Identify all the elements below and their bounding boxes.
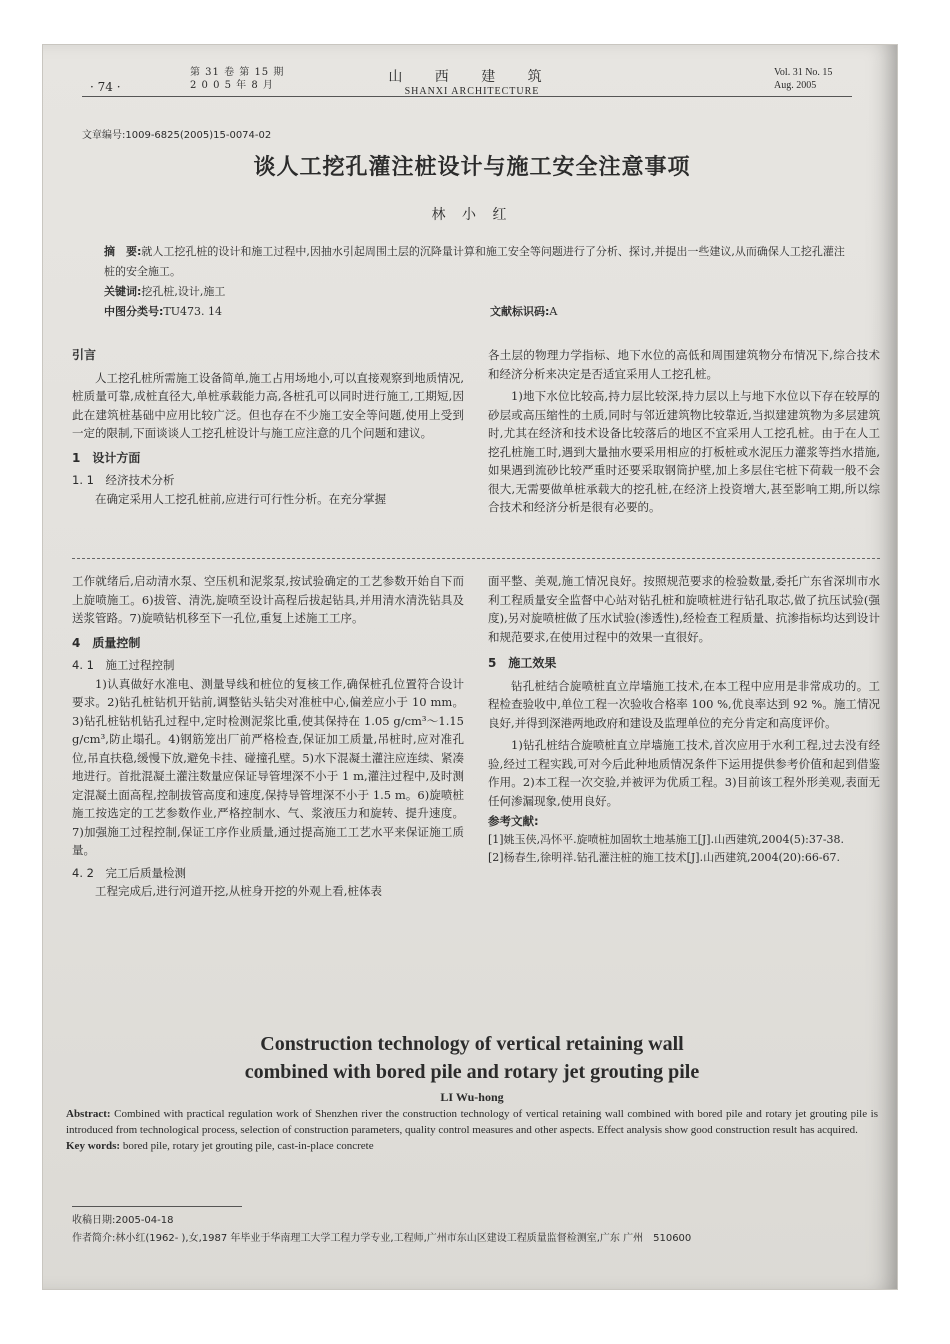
keywords-text: 挖孔桩,设计,施工 xyxy=(141,285,226,298)
upper-right-column xyxy=(488,346,880,517)
english-abstract-text: Combined with practical regulation work of Shenzhen river the construction technology of vertical retaining wall combined with bored pile and rotary jet grouting pile is introduced from technological process, selection of construction parameters, quality control measures and other aspects. Effect analysis show good construction result has acquired. xyxy=(66,1108,879,1136)
footnote-rule xyxy=(72,1206,242,1207)
intro-heading: 引言 xyxy=(72,348,97,362)
section-4-1-paragraph: 1)认真做好水准电、测量导线和桩位的复核工作,确保桩孔位置符合设计要求。2)钻孔桩钻机开钻前,调整钻头钻尖对准桩中心,偏差应小于 10 mm。3)钻孔桩钻机钻孔过程中,定时检测泥浆比重,使其保持在 1.05 g/cm³～1.15 g/cm³,防止塌孔。4)钢筋笼出厂前严格检查,保证加工质量,吊桩时,应对准孔位,吊直扶稳,缓慢下放,避免卡挂、碰撞孔壁。5)水下混凝土灌注应连续、紧凑地进行。首批混凝土灌注数量应保证导管埋深不小于 1 m,灌注过程中,及时测定混凝土面高程,控制拔管高度和速度,保持导管埋深不小于 1.5 m。6)旋喷桩施工按选定的工艺参数作业,严格控制水、气、浆液压力和旋转、提升速度。7)加强施工过程控制,保证工序作业质量,通过提高施工工艺水平来保证施工质量。 xyxy=(72,676,464,857)
doc-code-label: 文献标识码: xyxy=(490,305,550,318)
right-paragraph-2: 1)地下水位比较高,持力层比较深,持力层以上与地下水位以下存在较厚的砂层或高压缩性的土质,同时与邻近建筑物比较靠近,当拟建建筑物为多层建筑时,尤其在经济和技术设备比较落后的地区不宜采用人工挖孔桩。由于在人工挖孔桩施工时,遇到大量抽水要采用相应的打板桩或水泥压力灌浆等挡水措施,如果遇到流砂比较严重时还要采取钢筒护壁,加上多层住宅桩下荷载一般不会很大,无需要做单桩承载大的挖孔桩,在经济上投资增大,甚至影响工期,所以综合技术和经济分析是很有必要的。 xyxy=(488,389,880,514)
clc-code: TU473. 14 xyxy=(163,305,222,318)
english-author: LI Wu-hong xyxy=(440,1090,504,1104)
volume-en-line-1: Vol. 31 No. 15 xyxy=(774,67,833,78)
english-keywords xyxy=(66,1138,878,1154)
section-4-heading: 4 质量控制 xyxy=(72,635,141,650)
section-1-heading: 1 设计方面 xyxy=(72,450,141,465)
keywords-label: 关键词: xyxy=(104,285,142,298)
reference-2: [2]杨春生,徐明祥.钻孔灌注桩的施工技术[J].山西建筑,2004(20):66-67. xyxy=(488,850,841,864)
volume-info-en xyxy=(774,66,832,92)
english-keywords-label: Key words: xyxy=(66,1140,121,1152)
section-1-1-paragraph: 在确定采用人工挖孔桩前,应进行可行性分析。在充分掌握 xyxy=(95,491,387,506)
author-bio: 作者简介:林小红(1962- ),女,1987 年毕业于华南理工大学工程力学专业,工程师,广州市东山区建设工程质量监督检测室,广东 广州 510600 xyxy=(72,1233,692,1244)
keywords xyxy=(104,282,854,302)
english-title-line-2: combined with bored pile and rotary jet grouting pile xyxy=(244,1061,700,1083)
english-title xyxy=(102,1030,842,1086)
article-number: 文章编号:1009-6825(2005)15-0074-02 xyxy=(82,130,272,141)
section-4-2-paragraph: 工程完成后,进行河道开挖,从桩身开挖的外观上看,桩体表 xyxy=(95,884,382,898)
footnote xyxy=(72,1212,862,1248)
section-4-1-heading: 4. 1 施工过程控制 xyxy=(72,658,175,672)
doc-code-group xyxy=(490,302,557,322)
english-abstract xyxy=(66,1106,878,1154)
right-paragraph-1: 各土层的物理力学指标、地下水位的高低和周围建筑物分布情况下,综合技术和经济分析来决定是否适宜采用人工挖孔桩。 xyxy=(488,348,880,381)
section-5-paragraph-2: 1)钻孔桩结合旋喷桩直立岸墙施工技术,首次应用于水利工程,过去没有经验,经过工程实践,可对今后此种地质情况条件下运用提供参考价值和起到借鉴作用。2)本工程一次交验,并被评为优质工程。3)目前该工程外形美观,表面无任何渗漏现象,使用良好。 xyxy=(488,738,880,808)
lower-left-paragraph-1: 工作就绪后,启动清水泵、空压机和泥浆泵,按试验确定的工艺参数开始自下而上旋喷施工。6)拔管、清洗,旋喷至设计高程后拔起钻具,并用清水清洗钻具及送浆管路。7)旋喷钻机移至下一孔位,重复上述施工工序。 xyxy=(72,574,464,625)
article-title: 谈人工挖孔灌注桩设计与施工安全注意事项 xyxy=(253,155,691,180)
english-title-line-1: Construction technology of vertical retaining wall xyxy=(260,1033,684,1055)
header-rule xyxy=(82,96,852,97)
received-date: 收稿日期:2005-04-18 xyxy=(72,1215,174,1226)
volume-info-cn xyxy=(190,66,284,92)
upper-left-column xyxy=(72,346,464,508)
journal-name-en: SHANXI ARCHITECTURE xyxy=(404,86,540,97)
section-5-paragraph-1: 钻孔桩结合旋喷桩直立岸墙施工技术,在本工程中应用是非常成功的。工程检查验收中,单位工程一次验收合格率 100 %,优良率达到 92 %。施工情况良好,并得到深港两地政府和建设及监理单位的充分肯定和高度评价。 xyxy=(488,678,880,730)
english-abstract-label: Abstract: xyxy=(66,1108,111,1120)
reference-1: [1]姚玉侠,冯怀平.旋喷桩加固软土地基施工[J].山西建筑,2004(5):37-38. xyxy=(488,832,845,846)
volume-en-line-2: Aug. 2005 xyxy=(774,80,817,91)
section-1-1-heading: 1. 1 经济技术分析 xyxy=(72,473,175,487)
lower-left-column xyxy=(72,572,464,901)
clc-label: 中图分类号: xyxy=(104,305,164,318)
scanned-page xyxy=(42,44,898,1290)
section-4-2-heading: 4. 2 完工后质量检测 xyxy=(72,865,186,880)
section-separator xyxy=(72,558,880,559)
page-number: · 74 · xyxy=(90,80,121,94)
abstract-text: 就人工挖孔桩的设计和施工过程中,因抽水引起周围土层的沉降量计算和施工安全等问题进行了分析、探讨,并提出一些建议,从而确保人工挖孔灌注桩的安全施工。 xyxy=(104,245,845,278)
english-abstract-body xyxy=(66,1106,878,1138)
section-5-heading: 5 施工效果 xyxy=(488,656,557,670)
volume-line-2: 2 0 0 5 年 8 月 xyxy=(190,80,274,91)
references-label: 参考文献: xyxy=(488,814,539,828)
abstract-block xyxy=(104,242,854,322)
volume-line-1: 第 31 卷 第 15 期 xyxy=(190,67,285,78)
journal-name-cn: 山 西 建 筑 xyxy=(388,69,556,85)
journal-name xyxy=(372,66,572,97)
lower-right-paragraph-1: 面平整、美观,施工情况良好。按照规范要求的检验数量,委托广东省深圳市水利工程质量安全监督中心站对钻孔桩和旋喷桩进行钻孔取芯,做了抗压试验(强度),另对旋喷桩做了压水试验(渗透性),经检查工程质量、抗渗指标均达到设计和规范要求,在使用过程中的效果一直很好。 xyxy=(488,574,880,644)
abstract xyxy=(104,242,854,282)
abstract-label: 摘 要: xyxy=(104,245,142,258)
author-name: 林 小 红 xyxy=(431,207,513,223)
lower-right-column xyxy=(488,572,880,867)
english-keywords-text: bored pile, rotary jet grouting pile, cast-in-place concrete xyxy=(122,1140,374,1152)
classification xyxy=(104,302,854,322)
doc-code: A xyxy=(549,305,558,318)
intro-paragraph: 人工挖孔桩所需施工设备简单,施工占用场地小,可以直接观察到地质情况,桩质量可靠,成桩直径大,单桩承载能力高,各桩孔可以同时进行施工,工期短,因此在建筑桩基础中应用比较广泛。但也存在不少施工安全等问题,使用上受到一定的限制,下面谈谈人工挖孔桩设计与施工应注意的几个问题和建议。 xyxy=(72,370,464,440)
